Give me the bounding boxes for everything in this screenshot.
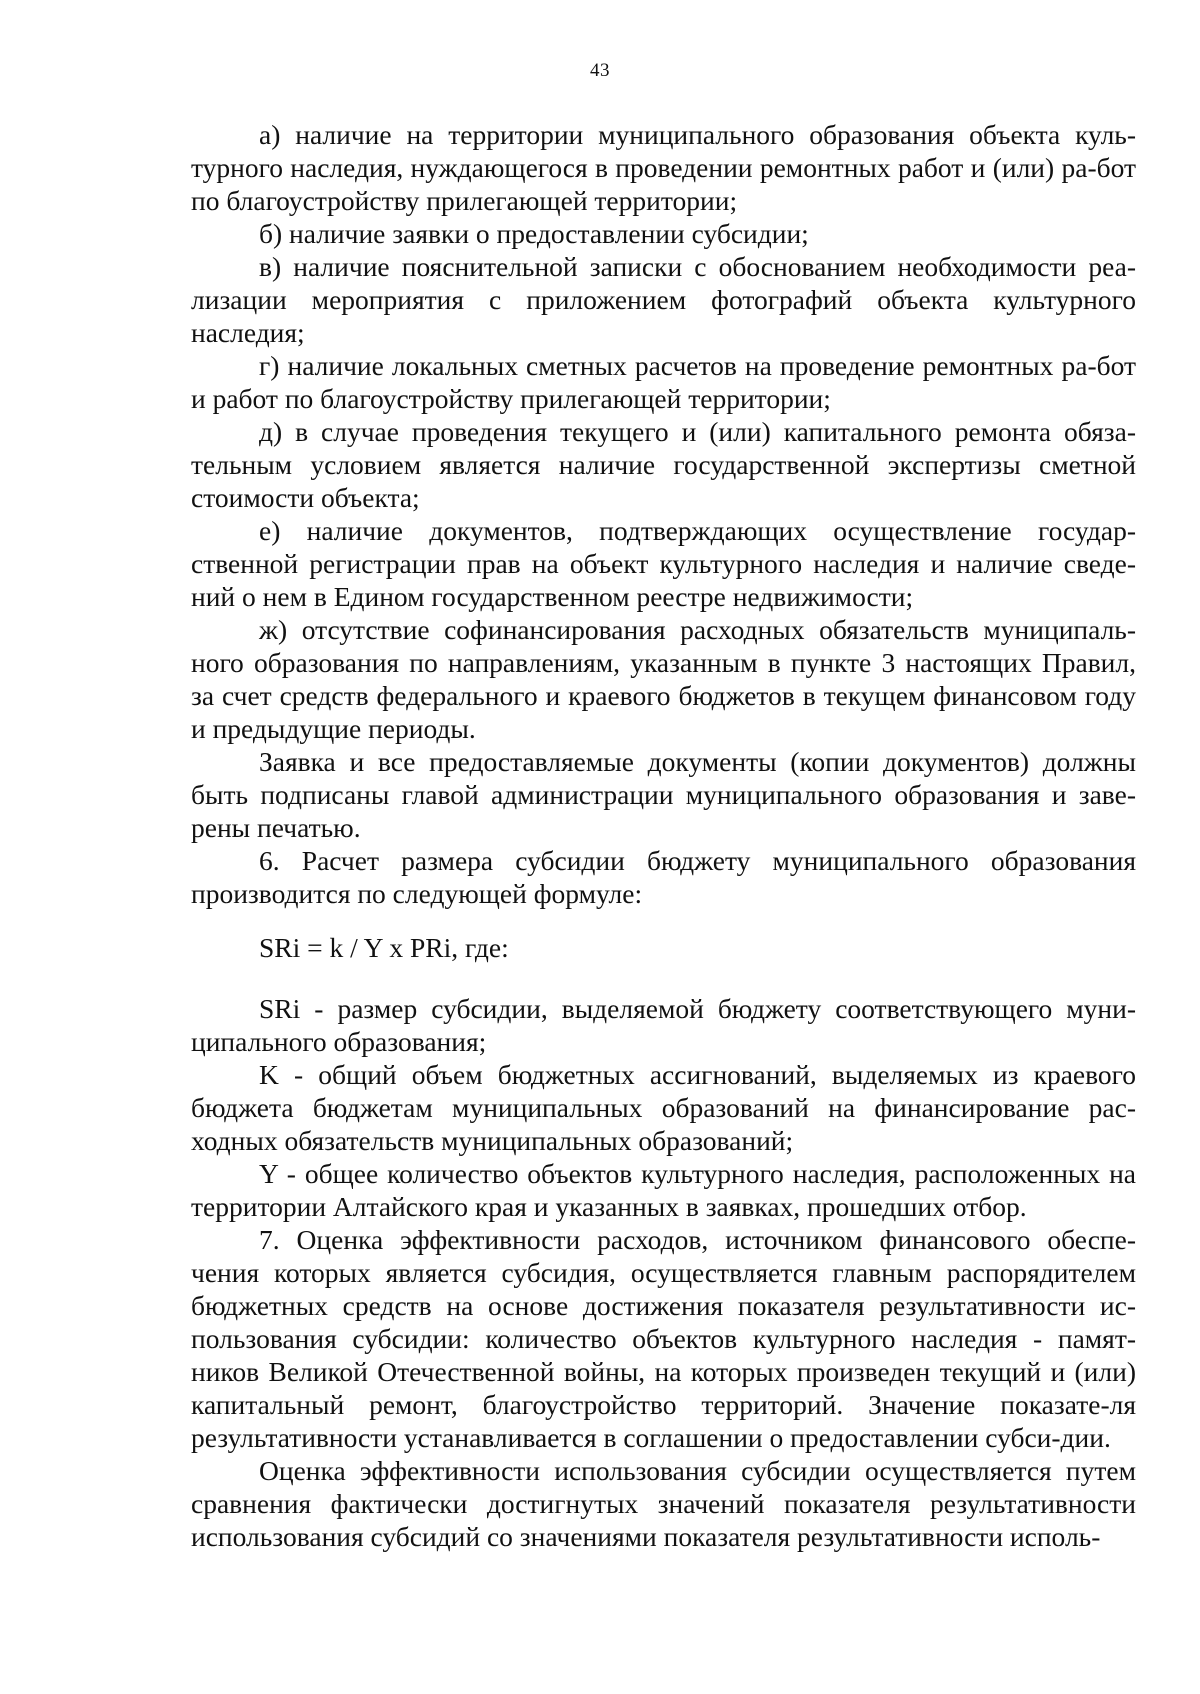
paragraph-item-g: г) наличие локальных сметных расчетов на проведение ремонтных ра-бот и работ по благоустройству прилегающей территории; xyxy=(191,350,1136,414)
document-body xyxy=(191,118,1136,1553)
page-number: 43 xyxy=(590,60,610,81)
definition-sri: SRi - размер субсидии, выделяемой бюджету соответствующего муни-ципального образования; xyxy=(191,993,1136,1057)
paragraph-item-a: а) наличие на территории муниципального образования объекта куль-турного наследия, нуждающегося в проведении ремонтных работ и (или) ра-бот по благоустройству прилегающей территории; xyxy=(191,119,1136,216)
paragraph-item-e: е) наличие документов, подтверждающих осуществление государ-ственной регистрации прав на объект культурного наследия и наличие сведе-ний о нем в Едином государственном реестре недвижимости; xyxy=(191,515,1136,612)
paragraph-application-note: Заявка и все предоставляемые документы (копии документов) должны быть подписаны главой администрации муниципального образования и заве-рены печатью. xyxy=(191,746,1136,843)
paragraph-item-d: д) в случае проведения текущего и (или) капитального ремонта обяза-тельным условием является наличие государственной экспертизы сметной стоимости объекта; xyxy=(191,416,1136,513)
subsidy-formula: SRi = k / Y x PRi, где: xyxy=(259,932,509,963)
paragraph-item-zh: ж) отсутствие софинансирования расходных обязательств муниципаль-ного образования по направлениям, указанным в пункте 3 настоящих Правил, за счет средств федерального и краевого бюджетов в текущем финансовом году и предыдущие периоды. xyxy=(191,614,1136,744)
paragraph-section-6: 6. Расчет размера субсидии бюджету муниципального образования производится по следующей формуле: xyxy=(191,845,1136,909)
definition-y: Y - общее количество объектов культурного наследия, расположенных на территории Алтайского края и указанных в заявках, прошедших отбор. xyxy=(191,1158,1136,1222)
paragraph-item-b: б) наличие заявки о предоставлении субсидии; xyxy=(259,218,809,249)
definition-k: K - общий объем бюджетных ассигнований, выделяемых из краевого бюджета бюджетам муниципальных образований на финансирование рас-ходных обязательств муниципальных образований; xyxy=(191,1059,1136,1156)
paragraph-item-v: в) наличие пояснительной записки с обоснованием необходимости реа-лизации мероприятия с приложением фотографий объекта культурного наследия; xyxy=(191,251,1136,348)
paragraph-section-7: 7. Оценка эффективности расходов, источником финансового обеспе-чения которых является субсидия, осуществляется главным распорядителем бюджетных средств на основе достижения показателя результативности ис-пользования субсидии: количество объектов культурного наследия - памят-ников Великой Отечественной войны, на которых произведен текущий и (или) капитальный ремонт, благоустройство территорий. Значение показате-ля результативности устанавливается в соглашении о предоставлении субси-дии. xyxy=(191,1224,1136,1453)
paragraph-efficiency-evaluation: Оценка эффективности использования субсидии осуществляется путем сравнения фактически достигнутых значений показателя результативности использования субсидий со значениями показателя результативности исполь- xyxy=(191,1455,1136,1552)
